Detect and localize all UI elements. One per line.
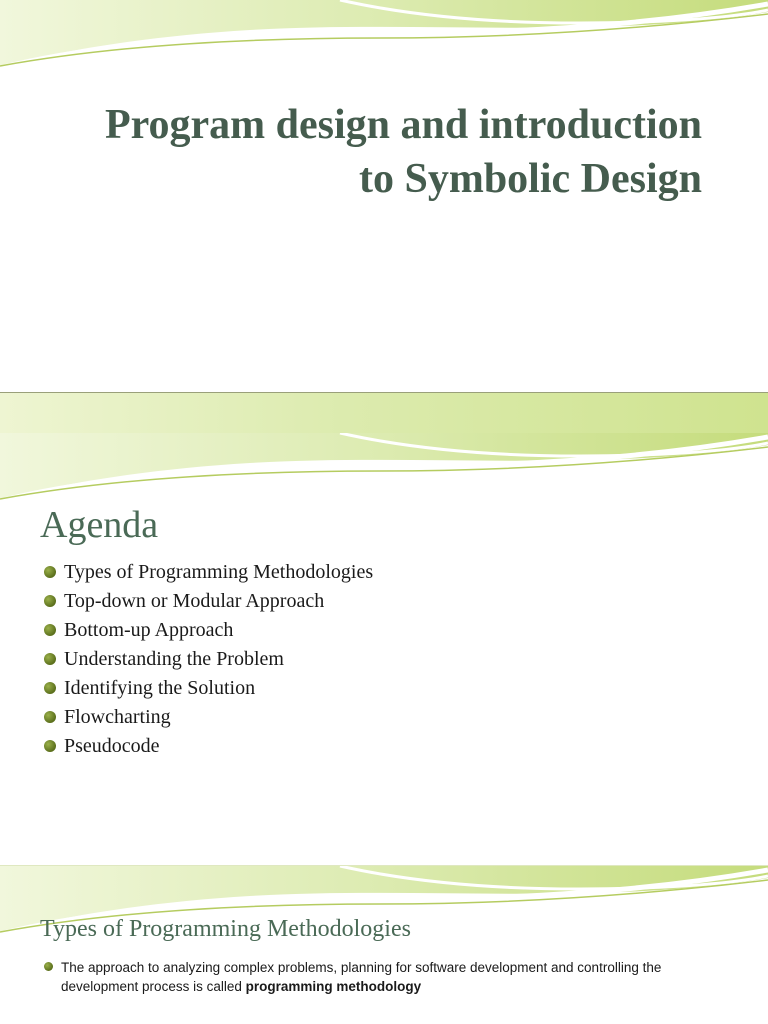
list-item-text: Understanding the Problem bbox=[64, 648, 284, 670]
list-item bbox=[44, 558, 373, 587]
bullet-icon bbox=[44, 595, 56, 607]
list-item bbox=[44, 732, 373, 761]
list-item-text: Pseudocode bbox=[64, 735, 160, 757]
agenda-list bbox=[44, 558, 373, 761]
emphasis-text: programming methodology bbox=[245, 979, 422, 994]
bullet-icon bbox=[44, 682, 56, 694]
list-item-text: Types of Programming Methodologies bbox=[64, 561, 374, 583]
list-item bbox=[44, 616, 373, 645]
list-item-text: Flowcharting bbox=[64, 706, 171, 728]
slide-1 bbox=[0, 0, 768, 392]
list-item-text: Identifying the Solution bbox=[64, 677, 256, 699]
slide-2 bbox=[0, 433, 768, 865]
bullet-icon bbox=[44, 962, 53, 971]
title-line-1: Program design and introduction bbox=[104, 102, 702, 148]
list-item bbox=[44, 703, 373, 732]
bullet-icon bbox=[44, 566, 56, 578]
bullet-icon bbox=[44, 653, 56, 665]
list-item-text: Top-down or Modular Approach bbox=[64, 590, 325, 612]
list-item bbox=[44, 958, 734, 996]
list-item bbox=[44, 674, 373, 703]
bullet-icon bbox=[44, 740, 56, 752]
agenda-title: Agenda bbox=[40, 504, 159, 546]
section-title: Types of Programming Methodologies bbox=[40, 916, 411, 942]
list-item-text: The approach to analyzing complex problems, planning for software development and controlling the development process is called bbox=[61, 960, 662, 994]
list-item-text: Bottom-up Approach bbox=[64, 619, 234, 641]
bullet-icon bbox=[44, 711, 56, 723]
slide-title bbox=[22, 98, 702, 206]
list-item bbox=[44, 645, 373, 674]
bullet-icon bbox=[44, 624, 56, 636]
slide-separator bbox=[0, 392, 768, 433]
methodology-list bbox=[44, 958, 734, 1014]
decorative-wave bbox=[0, 0, 768, 72]
decorative-wave bbox=[0, 433, 768, 505]
list-item bbox=[44, 587, 373, 616]
title-line-2: to Symbolic Design bbox=[358, 156, 702, 202]
slide-3 bbox=[0, 866, 768, 1024]
